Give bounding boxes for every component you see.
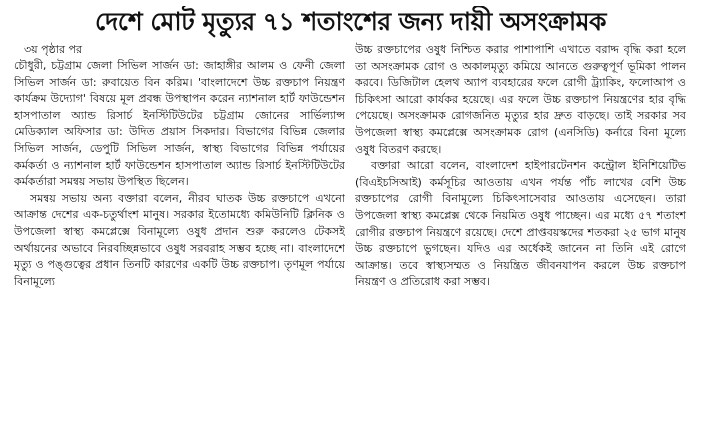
continued-from-label: ৩য় পৃষ্ঠার পর xyxy=(24,43,83,56)
article-column-right xyxy=(355,42,686,291)
article-paragraph: চৌধুরী, চট্টগ্রাম জেলা সিভিল সার্জন ডা: জাহাঙ্গীর আলম ও ফেনী জেলা সিভিল সার্জন ডা: রুবায়েত বিন করিম। 'বাংলাদেশে উচ্চ রক্তচাপ নিয়ন্ত্রণ কার্যক্রম উদ্যোগ' বিষয়ে মূল প্রবন্ধ উপস্থাপন করেন ন্যাশনাল হার্ট ফাউন্ডেশন হাসপাতাল অ্যান্ড রিসার্চ ইনস্টিটিউটের চট্টগ্রাম জোনের সার্ভিল্যান্স মেডিক্যাল অফিসার ডা: উদিত প্রয়াস সিকদার। বিভাগের বিভিন্ন জেলার সিভিল সার্জন, ডেপুটি সিভিল সার্জন, স্বাস্থ্য বিভাগের বিভিন্ন পর্যায়ের কর্মকর্তা ও ন্যাশনাল হার্ট ফাউন্ডেশন হাসপাতাল অ্যান্ড রিসার্চ ইনস্টিটিউটের কর্মকর্তারা সমন্বয় সভায় উপস্থিত ছিলেন। xyxy=(14,59,345,189)
article-columns xyxy=(14,42,687,291)
article-paragraph: সমন্বয় সভায় অন্য বক্তারা বলেন, নীরব ঘাতক উচ্চ রক্তচাপে এখনো আক্রান্ত দেশের এক-চতুর্থাংশ মানুষ। সরকার ইতোমধ্যে কমিউনিটি ক্লিনিক ও উপজেলা স্বাস্থ্য কমপ্লেক্সে বিনামূল্যে ওষুধ প্রদান শুরু করলেও টেকসই অর্থায়নের অভাবে নিরবচ্ছিন্নভাবে ওষুধ সরবরাহ সম্ভব হচ্ছে না। বাংলাদেশে মৃত্যু ও পঙ্গুত্বের প্রধান তিনটি কারণের একটি উচ্চ রক্তচাপ। তৃণমূল পর্যায়ে বিনামূল্যে xyxy=(14,191,345,288)
article-paragraph: উচ্চ রক্তচাপের ওষুধ নিশ্চিত করার পাশাপাশি এখাতে বরাদ্দ বৃদ্ধি করা হলে তা অসংক্রামক রোগ ও অকালমৃত্যু কমিয়ে আনতে গুরুত্বপূর্ণ ভূমিকা পালন করবে। ডিজিটাল হেলথ অ্যাপ ব্যবহারের ফলে রোগী ট্র্যাকিং, ফলোআপ ও চিকিৎসা আরো কার্যকর হয়েছে। এর ফলে উচ্চ রক্তচাপ নিয়ন্ত্রণের হার বৃদ্ধি পেয়েছে। অসংক্রামক রোগজনিত মৃত্যুর হার দ্রুত বাড়ছে। তাই সরকার সব উপজেলা স্বাস্থ্য কমপ্লেক্সে অসংক্রামক রোগ (এনসিডি) কর্নারে বিনা মূল্যে ওষুধ বিতরণ করছে। xyxy=(355,43,686,156)
article-paragraph: বক্তারা আরো বলেন, বাংলাদেশ হাইপারটেনশন কন্ট্রোল ইনিশিয়েটিভ (বিএইচসিআই) কর্মসূচির আওতায় এখন পর্যন্ত পাঁচ লাখের বেশি উচ্চ রক্তচাপের রোগী বিনামূল্যে চিকিৎসাসেবার আওতায় এসেছেন। তারা উপজেলা স্বাস্থ্য কমপ্লেক্স থেকে নিয়মিত ওষুধ পাচ্ছেন। এর মধ্যে ৫৭ শতাংশ রোগীর রক্তচাপ নিয়ন্ত্রণে রয়েছে। দেশে প্রাপ্তবয়স্কদের শতকরা ২৫ ভাগ মানুষ উচ্চ রক্তচাপে ভুগছেন। যদিও এর অর্ধেকই জানেন না তিনি এই রোগে আক্রান্ত। তবে স্বাস্থ্যসম্মত ও নিয়ন্ত্রিত জীবনযাপন করলে উচ্চ রক্তচাপ নিয়ন্ত্রণ ও প্রতিরোধ করা সম্ভব। xyxy=(355,159,686,289)
article-headline: দেশে মোট মৃত্যুর ৭১ শতাংশের জন্য দায়ী অসংক্রামক xyxy=(95,7,606,36)
article-column-left xyxy=(14,42,345,291)
